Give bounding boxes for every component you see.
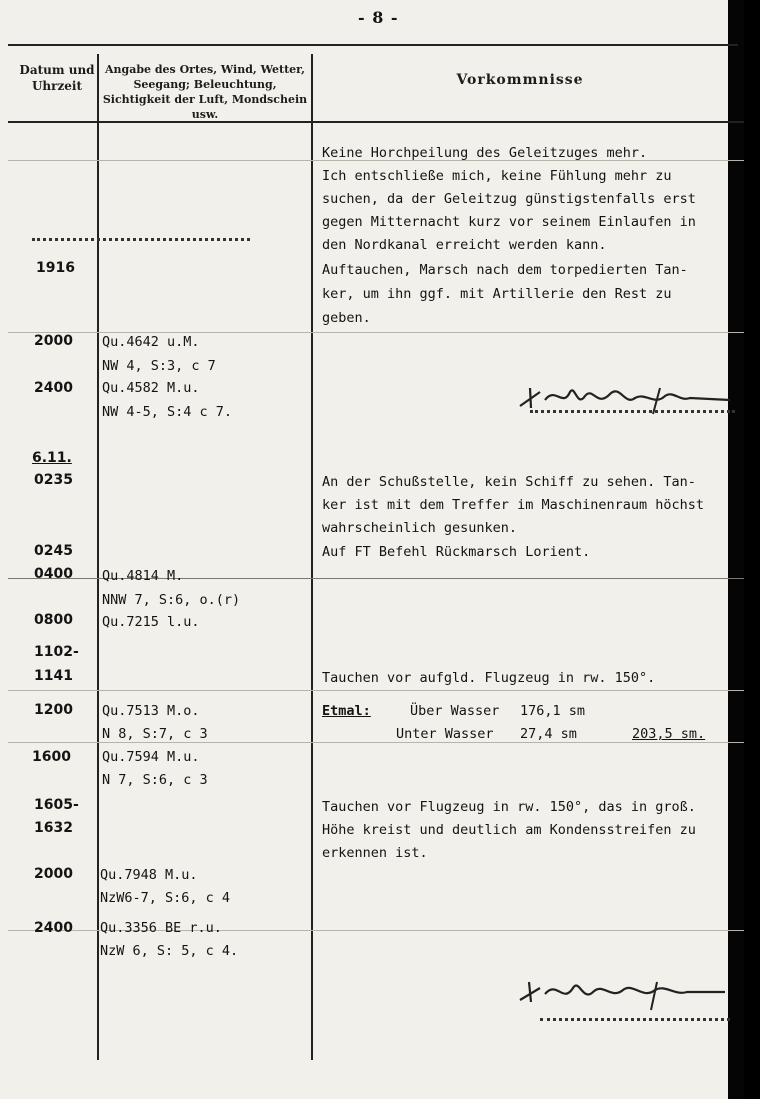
dotted-separator: [32, 238, 250, 241]
etmal-over-label: Über Wasser: [410, 703, 500, 719]
time-to-label: 1141: [34, 668, 73, 684]
event-line: ker ist mit dem Treffer im Maschinenraum höchst: [322, 497, 705, 513]
position-line: NW 4, S:3, c 7: [102, 358, 216, 374]
event-line: wahrscheinlich gesunken.: [322, 520, 518, 536]
time-from-label: 1102-: [34, 644, 79, 660]
scan-dark-edge: [728, 0, 744, 1099]
position-line: Qu.7594 M.u.: [102, 749, 200, 765]
dotted-underline: [540, 1018, 730, 1021]
position-line: NNW 7, S:6, o.(r): [102, 592, 241, 608]
position-line: Qu.4582 M.u.: [102, 380, 200, 396]
event-line: geben.: [322, 310, 371, 326]
dotted-underline: [530, 410, 735, 413]
event-line: An der Schußstelle, kein Schiff zu sehen. Tan-: [322, 474, 696, 490]
time-label: 0235: [34, 472, 73, 488]
position-line: Qu.7948 M.u.: [100, 867, 198, 883]
position-line: NzW6-7, S:6, c 4: [100, 890, 231, 906]
position-line: NzW 6, S: 5, c 4.: [100, 943, 239, 959]
page-number: - 8 -: [358, 8, 399, 27]
time-to-label: 1632: [34, 820, 73, 836]
event-line: den Nordkanal erreicht werden kann.: [322, 237, 607, 253]
column-divider-1: [97, 54, 99, 1060]
time-label: 0245: [34, 543, 73, 559]
time-label: 2400: [34, 920, 73, 936]
event-line: erkennen ist.: [322, 845, 428, 861]
position-line: Qu.4642 u.M.: [102, 334, 200, 350]
position-line: N 8, S:7, c 3: [102, 726, 208, 742]
top-rule: [8, 44, 738, 46]
etmal-label: Etmal:: [322, 703, 371, 719]
event-line: Auftauchen, Marsch nach dem torpedierten Tan-: [322, 262, 688, 278]
header-date-time: Datum und Uhrzeit: [19, 63, 95, 93]
event-line: Höhe kreist und deutlich am Kondensstreifen zu: [322, 822, 696, 838]
event-line: Ich entschließe mich, keine Fühlung mehr zu: [322, 168, 672, 184]
position-line: Qu.4814 M.: [102, 568, 184, 584]
time-label: 2400: [34, 380, 73, 396]
header-events: Vorkommnisse: [456, 72, 584, 88]
row-rule: [8, 690, 744, 691]
time-label: 0400: [34, 566, 73, 582]
etmal-total: 203,5 sm.: [632, 726, 706, 742]
signature-2: [515, 970, 735, 1014]
position-line: Qu.7513 M.o.: [102, 703, 200, 719]
position-line: NW 4-5, S:4 c 7.: [102, 404, 233, 420]
time-label: 1600: [32, 749, 71, 765]
time-from-label: 1605-: [34, 797, 79, 813]
date-label: 6.11.: [32, 450, 72, 466]
event-line: suchen, da der Geleitzug günstigstenfalls erst: [322, 191, 696, 207]
etmal-over-value: 176,1 sm: [520, 703, 586, 719]
event-line: Keine Horchpeilung des Geleitzuges mehr.: [322, 145, 648, 161]
event-line: Tauchen vor Flugzeug in rw. 150°, das in groß.: [322, 799, 696, 815]
time-label: 1916: [36, 260, 75, 276]
header-position-weather: Angabe des Ortes, Wind, Wetter, Seegang; Beleuchtung, Sichtigkeit der Luft, Mondschein usw.: [102, 63, 308, 121]
event-line: Tauchen vor aufgld. Flugzeug in rw. 150°.: [322, 670, 656, 686]
time-label: 0800: [34, 612, 73, 628]
time-label: 2000: [34, 333, 73, 349]
time-label: 1200: [34, 702, 73, 718]
event-line: gegen Mitternacht kurz vor seinem Einlaufen in: [322, 214, 696, 230]
time-label: 2000: [34, 866, 73, 882]
etmal-under-label: Unter Wasser: [396, 726, 494, 742]
event-line: Auf FT Befehl Rückmarsch Lorient.: [322, 544, 591, 560]
etmal-under-value: 27,4 sm: [520, 726, 577, 742]
column-divider-2: [311, 54, 313, 1060]
position-line: Qu.7215 l.u.: [102, 614, 200, 630]
position-line: N 7, S:6, c 3: [102, 772, 208, 788]
position-line: Qu.3356 BE r.u.: [100, 920, 222, 936]
row-rule: [8, 332, 744, 333]
event-line: ker, um ihn ggf. mit Artillerie den Rest zu: [322, 286, 672, 302]
